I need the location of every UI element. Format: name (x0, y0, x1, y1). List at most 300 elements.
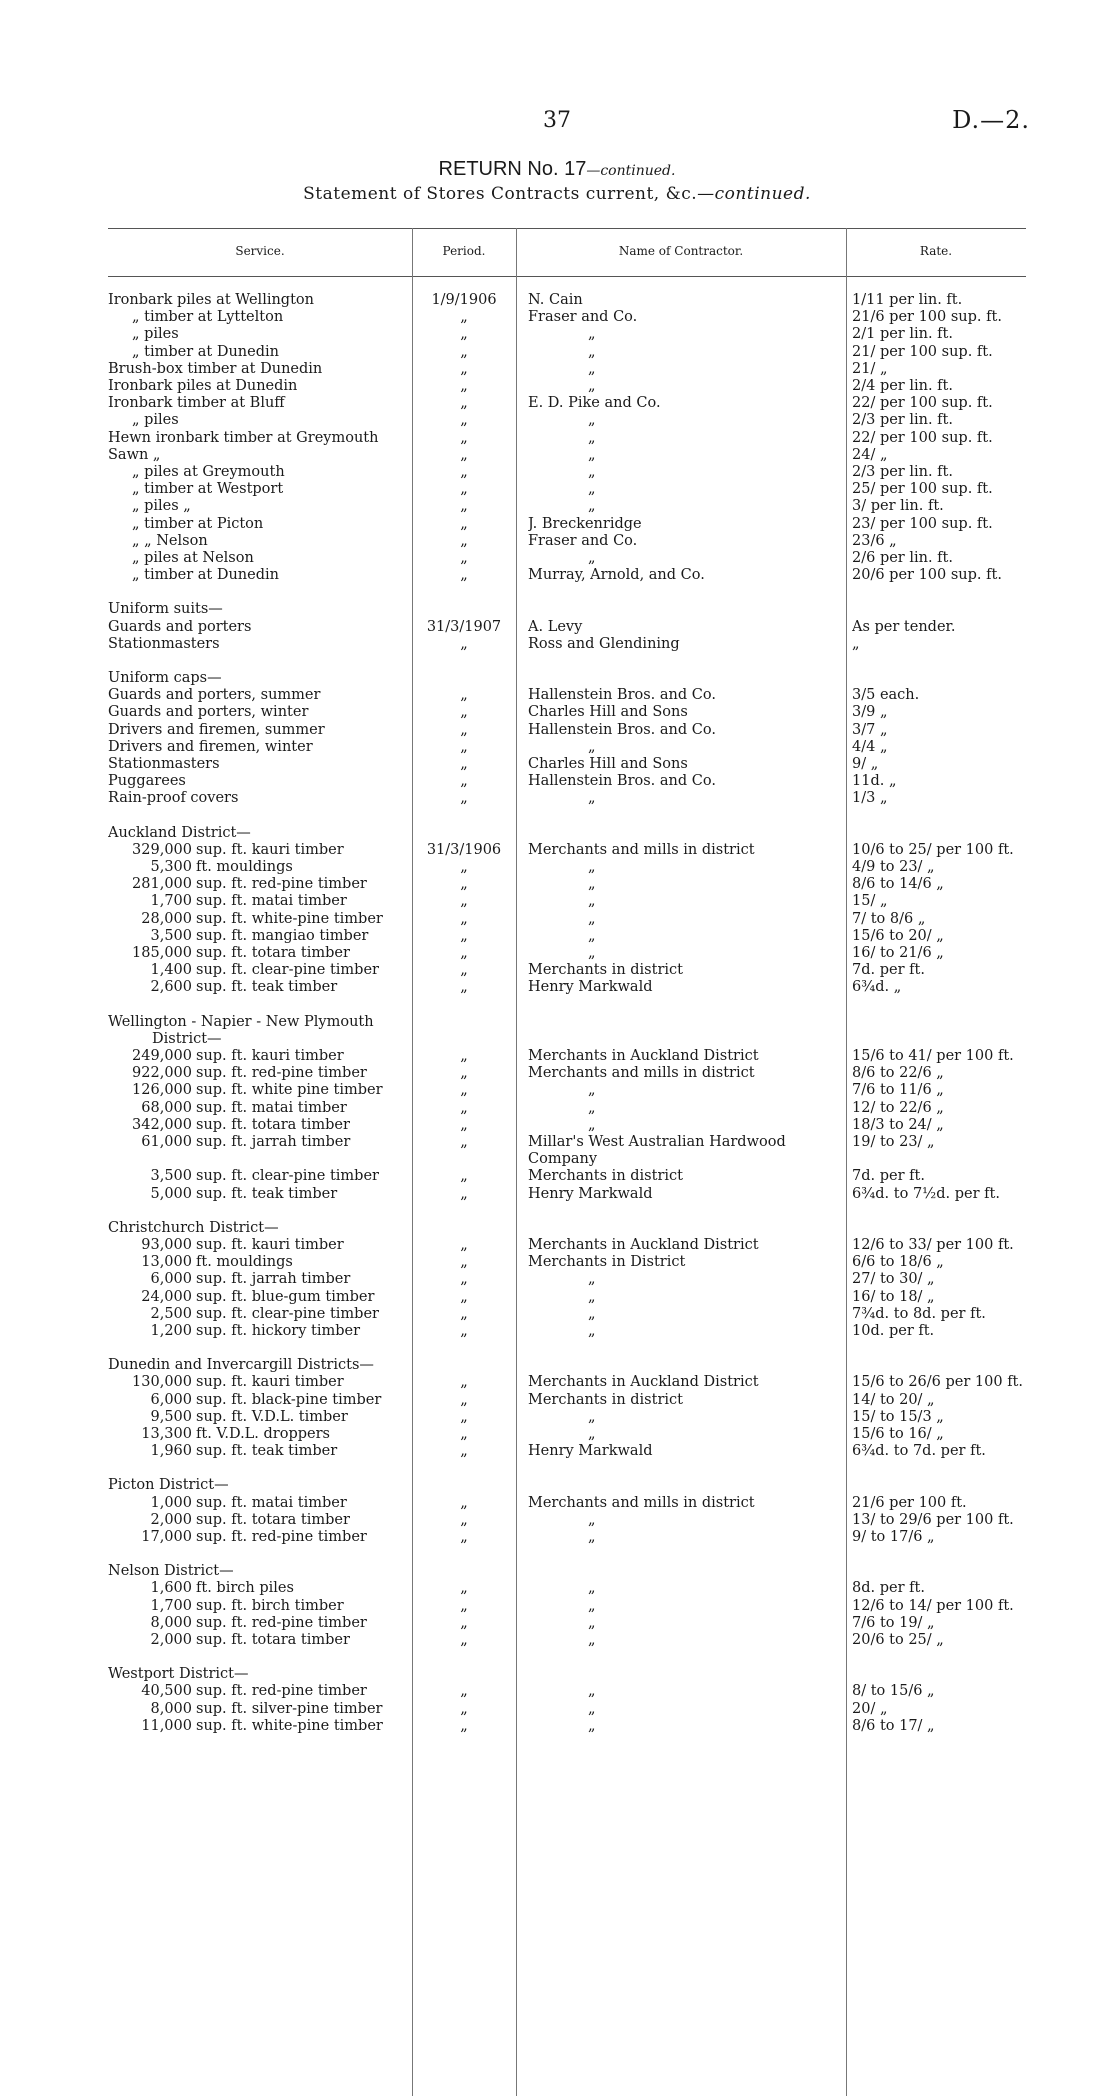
service-cell (108, 1563, 410, 1580)
service-text: ft. V.D.L. droppers (196, 1426, 330, 1442)
service-cell (108, 687, 410, 704)
rate-cell: 13/ to 29/6 per 100 ft. (852, 1511, 1014, 1528)
service-cell (108, 619, 410, 636)
service-text: sup. ft. totara timber (196, 1632, 350, 1648)
rate-cell: 3/5 each. (852, 687, 920, 704)
table-row (0, 533, 1114, 550)
period-cell: 31/3/1907 (426, 618, 502, 635)
table-row (0, 911, 1114, 928)
table-row (0, 945, 1114, 962)
contractor-cell: Merchants in district (528, 1168, 683, 1185)
period-cell: „ (460, 1271, 468, 1288)
service-cell (108, 344, 410, 361)
table-row (0, 1392, 1114, 1409)
service-cell (108, 790, 410, 807)
period-cell: „ (460, 550, 468, 566)
service-text: sup. ft. jarrah timber (196, 1271, 351, 1288)
statement-subtitle (0, 184, 1114, 204)
service-cell (108, 1718, 410, 1735)
table-row (0, 1117, 1114, 1134)
service-text: „ timber at Picton (132, 515, 264, 532)
period-cell: „ (460, 446, 468, 463)
quantity: 1,200 (150, 1323, 192, 1339)
service-text: sup. ft. teak timber (196, 1443, 338, 1460)
quantity: 28,000 (141, 910, 192, 927)
table-row (0, 1082, 1114, 1099)
rate-cell: 21/6 per 100 sup. ft. (852, 309, 1002, 326)
rate-cell: 2/6 per lin. ft. (852, 550, 953, 566)
quantity: 9,500 (150, 1408, 192, 1425)
service-text: sup. ft. clear-pine timber (196, 1305, 379, 1322)
contractor-cell: „ (588, 1116, 596, 1133)
rate-cell: 15/6 to 26/6 per 100 ft. (852, 1374, 1023, 1391)
quantity: 1,700 (150, 1597, 192, 1614)
table-row (0, 739, 1114, 756)
header-rate: Rate. (919, 244, 953, 258)
service-text: „ piles (132, 326, 179, 343)
service-text: Auckland District— (108, 824, 251, 841)
service-text: sup. ft. teak timber (196, 979, 338, 996)
period-cell: „ (460, 1082, 468, 1099)
rate-cell: 7/6 to 19/ „ (852, 1614, 935, 1631)
table-row (0, 344, 1114, 361)
service-cell (108, 1598, 410, 1615)
contractor-cell: „ (588, 343, 596, 360)
service-text: sup. ft. totara timber (196, 945, 350, 961)
table-row (0, 430, 1114, 447)
service-text: sup. ft. totara timber (196, 1116, 350, 1133)
service-cell (108, 1580, 410, 1597)
service-cell (108, 876, 410, 893)
service-cell (108, 1014, 410, 1031)
period-cell: „ (460, 1065, 468, 1082)
section-heading-row (0, 1014, 1114, 1031)
rate-cell: 16/ to 18/ „ (852, 1288, 935, 1305)
service-cell (108, 1615, 410, 1632)
service-cell (108, 1220, 410, 1237)
service-text: sup. ft. matai timber (196, 1494, 347, 1511)
table-row (0, 326, 1114, 343)
rate-cell: 20/6 per 100 sup. ft. (852, 567, 1002, 584)
rate-cell: 15/6 to 41/ per 100 ft. (852, 1048, 1014, 1064)
table-row (0, 1100, 1114, 1117)
service-cell (108, 1426, 410, 1443)
rate-cell: 18/3 to 24/ „ (852, 1116, 944, 1133)
table-row (0, 1495, 1114, 1512)
service-cell (108, 842, 410, 859)
rate-cell: 15/ to 15/3 „ (852, 1408, 944, 1425)
service-text: sup. ft. teak timber (196, 1185, 338, 1202)
table-row (0, 1598, 1114, 1615)
rate-cell: 20/6 to 25/ „ (852, 1632, 944, 1648)
period-cell: „ (460, 704, 468, 721)
period-cell: „ (460, 412, 468, 429)
contractor-cell: „ (588, 481, 596, 498)
service-cell (108, 1100, 410, 1117)
service-cell (108, 1529, 410, 1546)
section-heading-row (0, 1477, 1114, 1494)
rate-cell: 2/1 per lin. ft. (852, 326, 953, 343)
page-reference: D.—2. (952, 106, 1030, 134)
service-cell (108, 1512, 410, 1529)
contractor-cell: Hallenstein Bros. and Co. (528, 687, 716, 704)
quantity: 2,600 (150, 979, 192, 996)
period-cell: „ (460, 1134, 468, 1150)
service-text: „ timber at Westport (132, 481, 284, 498)
service-cell (108, 825, 410, 842)
service-cell (108, 1186, 410, 1203)
rate-cell: 11d. „ (852, 773, 897, 790)
period-cell: „ (460, 1683, 468, 1700)
table-row (0, 516, 1114, 533)
period-cell: „ (460, 1614, 468, 1631)
quantity: 8,000 (150, 1614, 192, 1631)
service-text: sup. ft. clear-pine timber (196, 962, 379, 979)
service-cell (108, 1168, 410, 1185)
service-cell (108, 498, 410, 515)
quantity: 1,700 (150, 893, 192, 910)
service-text: sup. ft. kauri timber (196, 1374, 344, 1391)
section-heading-row (0, 670, 1114, 687)
contractor-cell: „ (588, 1099, 596, 1116)
contractor-cell: „ (588, 1529, 596, 1545)
table-row (0, 1701, 1114, 1718)
table-row (0, 962, 1114, 979)
contractor-cell: „ (588, 1700, 596, 1717)
table-top-rule (108, 228, 1026, 229)
service-cell (108, 773, 410, 790)
service-cell (108, 1306, 410, 1323)
table-row (0, 395, 1114, 412)
period-cell: „ (460, 945, 468, 961)
rate-cell: 14/ to 20/ „ (852, 1391, 935, 1408)
service-cell (108, 962, 410, 979)
service-text: sup. ft. V.D.L. timber (196, 1408, 348, 1425)
quantity: 3,500 (150, 1168, 192, 1185)
period-cell: „ (460, 1305, 468, 1322)
service-text: Drivers and firemen, winter (108, 738, 313, 755)
table-row (0, 412, 1114, 429)
service-text: sup. ft. kauri timber (196, 1048, 344, 1064)
contractor-cell: „ (588, 1323, 596, 1339)
period-cell: „ (460, 1597, 468, 1614)
period-cell: „ (460, 979, 468, 996)
service-text: „ piles at Nelson (132, 550, 254, 566)
contractor-cell: „ (588, 1614, 596, 1631)
rate-cell: 21/ per 100 sup. ft. (852, 343, 993, 360)
service-cell (108, 430, 410, 447)
table-row (0, 1683, 1114, 1700)
return-title-cont: —continued. (586, 163, 676, 179)
rate-cell: 3/7 „ (852, 721, 888, 738)
contractor-cell: „ (588, 1511, 596, 1528)
service-cell (108, 1323, 410, 1340)
table-row (0, 309, 1114, 326)
service-cell (108, 326, 410, 343)
contractor-cell: Fraser and Co. (528, 532, 638, 549)
period-cell: „ (460, 1168, 468, 1185)
service-cell (108, 1495, 410, 1512)
service-text: sup. ft. clear-pine timber (196, 1168, 379, 1185)
table-row (0, 756, 1114, 773)
rate-cell: 1/3 „ (852, 790, 888, 807)
quantity: 68,000 (141, 1099, 192, 1116)
service-text: ft. birch piles (196, 1580, 294, 1597)
period-cell: „ (460, 1426, 468, 1442)
service-text: Stationmasters (108, 756, 220, 772)
service-text: sup. ft. white pine timber (196, 1082, 383, 1099)
period-cell: „ (460, 1116, 468, 1133)
rate-cell: 19/ to 23/ „ (852, 1134, 935, 1150)
service-cell (108, 1048, 410, 1065)
table-row (0, 1718, 1114, 1735)
service-cell (108, 1117, 410, 1134)
table-row (0, 1271, 1114, 1288)
section-heading-row (0, 1563, 1114, 1580)
service-text: „ piles at Greymouth (132, 464, 285, 480)
service-text: „ timber at Dunedin (132, 567, 279, 584)
service-cell (108, 1082, 410, 1099)
service-text: Brush-box timber at Dunedin (108, 360, 323, 377)
service-text: „ piles (132, 412, 179, 429)
header-period: Period. (442, 244, 486, 258)
period-cell: „ (460, 567, 468, 584)
quantity: 6,000 (150, 1391, 192, 1408)
quantity: 185,000 (132, 945, 192, 961)
contractor-cell: „ (588, 790, 596, 807)
contractor-cell: Ross and Glendining (528, 635, 680, 652)
service-text: sup. ft. red-pine timber (196, 1614, 367, 1631)
table-row (0, 361, 1114, 378)
period-cell: „ (460, 1408, 468, 1425)
period-cell: „ (460, 1580, 468, 1597)
rate-cell: 12/6 to 14/ per 100 ft. (852, 1597, 1014, 1614)
service-text: Christchurch District— (108, 1219, 279, 1236)
rate-cell: 4/9 to 23/ „ (852, 859, 935, 875)
contractor-cell: Hallenstein Bros. and Co. (528, 721, 716, 738)
period-cell: „ (460, 1185, 468, 1202)
rate-cell: 8/6 to 14/6 „ (852, 876, 944, 893)
period-cell: „ (460, 464, 468, 480)
service-cell (108, 464, 410, 481)
period-cell: „ (460, 910, 468, 927)
rate-cell: „ (852, 635, 860, 652)
period-cell: „ (460, 738, 468, 755)
rate-cell: 7d. per ft. (852, 962, 925, 979)
quantity: 281,000 (132, 876, 192, 893)
table-row (0, 1048, 1114, 1065)
table-row (0, 928, 1114, 945)
statement-subtitle-main: Statement of Stores Contracts current, &c. (303, 184, 698, 204)
quantity: 342,000 (132, 1116, 192, 1133)
service-text: sup. ft. white-pine timber (196, 1717, 383, 1734)
service-text: sup. ft. jarrah timber (196, 1134, 351, 1150)
period-cell: „ (460, 927, 468, 944)
rate-cell: 21/ „ (852, 360, 888, 377)
table-row (0, 1443, 1114, 1460)
service-text: sup. ft. blue-gum timber (196, 1288, 375, 1305)
period-cell: „ (460, 1237, 468, 1253)
contractor-cell: Fraser and Co. (528, 309, 638, 326)
service-text: sup. ft. red-pine timber (196, 1065, 367, 1082)
service-text: sup. ft. silver-pine timber (196, 1700, 383, 1717)
contractor-cell: „ (588, 738, 596, 755)
quantity: 1,000 (150, 1494, 192, 1511)
table-row (0, 567, 1114, 584)
service-cell (108, 567, 410, 584)
table-row (0, 1615, 1114, 1632)
service-cell (108, 1666, 410, 1683)
rate-cell: 8/6 to 22/6 „ (852, 1065, 944, 1082)
table-row (0, 876, 1114, 893)
period-cell: „ (460, 1529, 468, 1545)
period-cell: „ (460, 635, 468, 652)
service-text: sup. ft. mangiao timber (196, 927, 369, 944)
service-cell (108, 533, 410, 550)
period-cell: „ (460, 429, 468, 446)
rate-cell: 22/ per 100 sup. ft. (852, 395, 993, 412)
table-row (0, 1426, 1114, 1443)
period-cell: „ (460, 1443, 468, 1460)
service-cell (108, 1031, 410, 1048)
quantity: 11,000 (141, 1717, 192, 1734)
table-row (0, 1632, 1114, 1649)
table-row (0, 1306, 1114, 1323)
service-cell (108, 1409, 410, 1426)
table-row (0, 1186, 1114, 1203)
contractor-cell: Merchants in Auckland District (528, 1237, 759, 1253)
rate-cell: 25/ per 100 sup. ft. (852, 481, 993, 498)
period-cell: „ (460, 532, 468, 549)
table-row (0, 1254, 1114, 1271)
service-cell (108, 636, 410, 653)
rate-cell: 4/4 „ (852, 738, 888, 755)
table-row (0, 378, 1114, 395)
period-cell: „ (460, 378, 468, 394)
service-cell (108, 516, 410, 533)
service-text: sup. ft. hickory timber (196, 1323, 361, 1339)
service-text: sup. ft. red-pine timber (196, 876, 367, 893)
table-row (0, 704, 1114, 721)
service-text: Uniform suits— (108, 601, 223, 618)
quantity: 17,000 (141, 1529, 192, 1545)
contractor-cell: Hallenstein Bros. and Co. (528, 773, 716, 790)
service-text: sup. ft. red-pine timber (196, 1683, 367, 1700)
service-cell (108, 412, 410, 429)
rate-cell: 3/9 „ (852, 704, 888, 721)
quantity: 922,000 (132, 1065, 192, 1082)
quantity: 1,960 (150, 1443, 192, 1460)
rate-cell: 20/ „ (852, 1700, 888, 1717)
service-text: Guards and porters (108, 618, 252, 635)
rate-cell: 15/ „ (852, 893, 888, 910)
quantity: 1,400 (150, 962, 192, 979)
contractor-cell: Murray, Arnold, and Co. (528, 567, 705, 584)
service-text: Ironbark piles at Dunedin (108, 378, 298, 394)
service-text: sup. ft. white-pine timber (196, 910, 383, 927)
rate-cell: 6¾d. to 7d. per ft. (852, 1443, 986, 1460)
section-heading-row (0, 1220, 1114, 1237)
period-cell: „ (460, 481, 468, 498)
contractor-cell: Merchants in Auckland District (528, 1048, 759, 1064)
table-row (0, 979, 1114, 996)
service-text: „ „ Nelson (132, 532, 208, 549)
contractor-cell: „ (588, 859, 596, 875)
rate-cell: 6¾d. to 7½d. per ft. (852, 1185, 1000, 1202)
contractor-cell: „ (588, 1305, 596, 1322)
table-row (0, 722, 1114, 739)
contractor-cell: „ (588, 1408, 596, 1425)
quantity: 61,000 (141, 1134, 192, 1150)
period-cell: „ (460, 1717, 468, 1734)
contractor-cell: Henry Markwald (528, 979, 653, 996)
period-cell: „ (460, 343, 468, 360)
service-cell (108, 1392, 410, 1409)
contractor-cell: Merchants in District (528, 1254, 686, 1271)
period-cell: „ (460, 790, 468, 807)
service-text: „ timber at Lyttelton (132, 309, 284, 326)
period-cell: „ (460, 1700, 468, 1717)
table-row (0, 1151, 1114, 1168)
quantity: 3,500 (150, 927, 192, 944)
service-cell (108, 979, 410, 996)
rate-cell: 22/ per 100 sup. ft. (852, 429, 993, 446)
service-text: Uniform caps— (108, 670, 222, 686)
section-heading-row (0, 1666, 1114, 1683)
return-title-main: RETURN No. 17 (438, 158, 587, 180)
rate-cell: 7¾d. to 8d. per ft. (852, 1305, 986, 1322)
service-cell (108, 1632, 410, 1649)
table-row (0, 790, 1114, 807)
table-row (0, 1529, 1114, 1546)
period-cell: „ (460, 395, 468, 412)
table-row (0, 1512, 1114, 1529)
service-cell (108, 1271, 410, 1288)
service-cell (108, 739, 410, 756)
table-row (0, 1323, 1114, 1340)
rate-cell: 6¾d. „ (852, 979, 902, 996)
service-text: Drivers and firemen, summer (108, 721, 325, 738)
period-cell: 1/9/1906 (431, 292, 497, 308)
return-title (0, 158, 1114, 181)
section-heading-row (0, 1031, 1114, 1048)
period-cell: „ (460, 360, 468, 377)
period-cell: „ (460, 1288, 468, 1305)
period-cell: „ (460, 309, 468, 326)
contractor-cell: „ (588, 378, 596, 394)
contractor-cell: Company (528, 1151, 598, 1168)
service-text: District— (152, 1030, 222, 1047)
service-cell (108, 859, 410, 876)
table-row (0, 464, 1114, 481)
contractor-cell: „ (588, 550, 596, 566)
service-text: Wellington - Napier - New Plymouth (108, 1013, 374, 1030)
service-cell (108, 1289, 410, 1306)
quantity: 5,000 (150, 1185, 192, 1202)
table-row (0, 447, 1114, 464)
quantity: 13,000 (141, 1254, 192, 1271)
service-cell (108, 911, 410, 928)
quantity: 8,000 (150, 1700, 192, 1717)
service-cell (108, 670, 410, 687)
service-text: sup. ft. kauri timber (196, 1237, 344, 1253)
service-cell (108, 1237, 410, 1254)
service-text: Guards and porters, summer (108, 687, 321, 704)
page-number: 37 (543, 108, 571, 133)
service-cell (108, 756, 410, 773)
service-text: Hewn ironbark timber at Greymouth (108, 429, 379, 446)
period-cell: „ (460, 1511, 468, 1528)
